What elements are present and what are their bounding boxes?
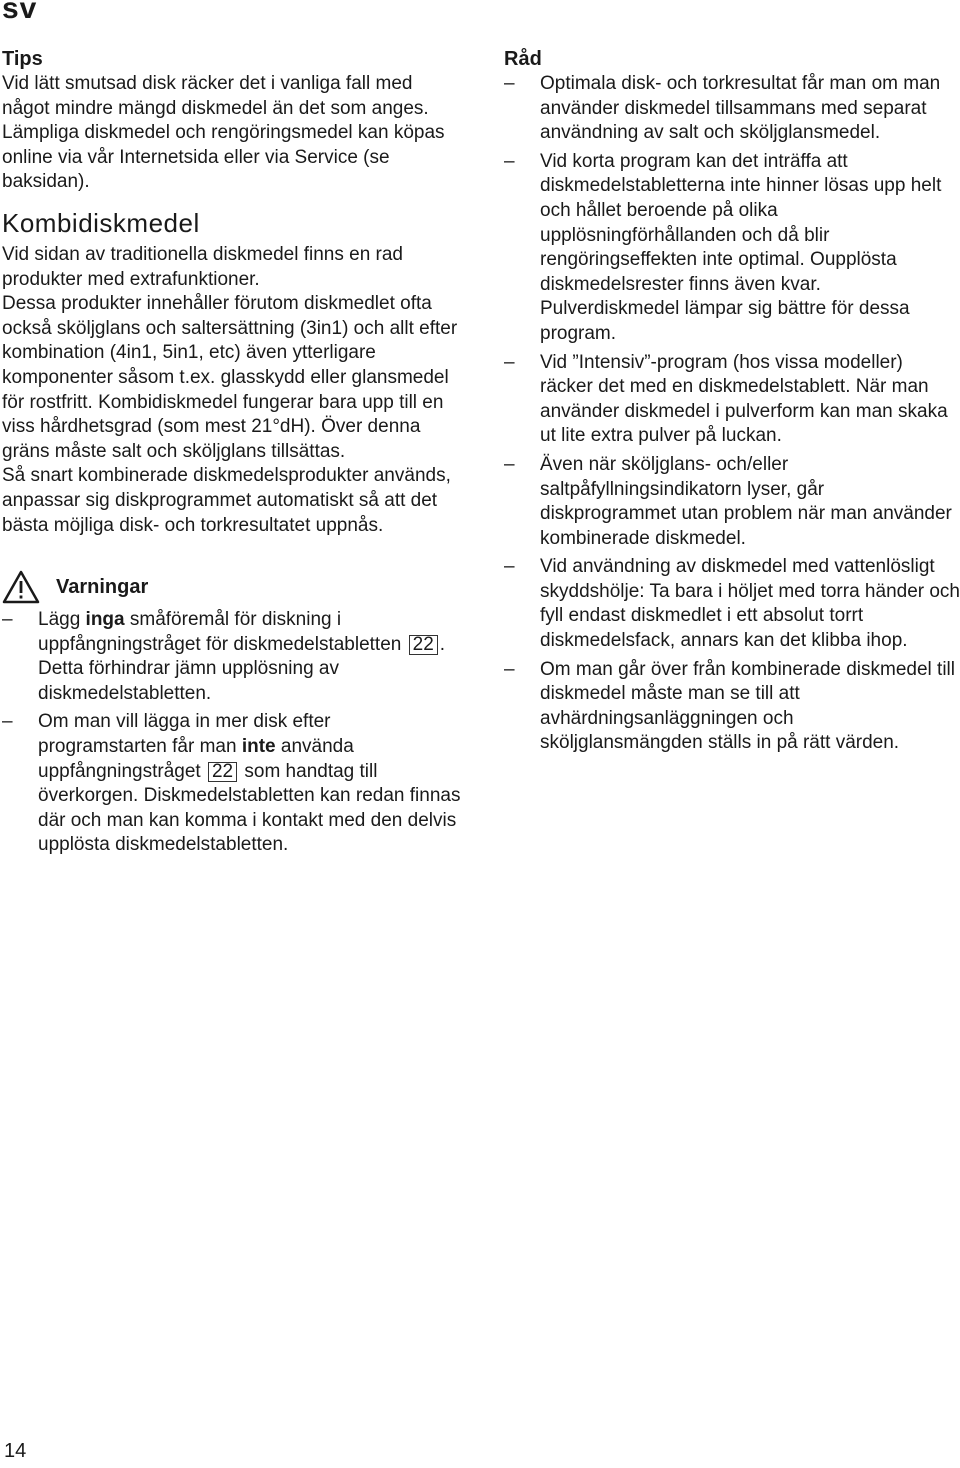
part-reference-box: 22	[409, 635, 438, 655]
advice-heading: Råd	[504, 48, 542, 70]
warning-list	[2, 608, 462, 858]
warning-triangle-icon	[2, 570, 40, 604]
tips-paragraph-2: Lämpliga diskmedel och rengöringsmedel kan köpas online via vår Internetsida eller via Service (se baksidan).	[2, 122, 445, 193]
advice-item: – Om man går över från kombinerade diskmedel till diskmedel måste man se till att avhärdningsanläggningen och sköljglansmängden ställs in på rätt värden.	[504, 658, 960, 756]
page-number: 14	[4, 1440, 27, 1462]
warning-item: – Lägg inga småföremål för diskning i uppfångningstråget för diskmedelstabletten 22 . Detta förhindrar jämn upplösning av diskmedelstabletten.	[2, 608, 462, 706]
warning-header	[2, 570, 462, 604]
advice-item: – Vid användning av diskmedel med vattenlösligt skyddshölje: Ta bara i höljet med torra händer och fyll endast diskmedlet i ett absolut torrt diskmedelsfack, annars kan det klibba ihop.	[504, 555, 960, 653]
advice-item: – Vid korta program kan det inträffa att diskmedelstabletterna inte hinner lösas upp helt och hållet beroende på olika upplösningförhållanden och då blir rengöringseffekten inte optimal. Oupplösta diskmedelsrester finns även kvar. Pulverdiskmedel lämpar sig bättre för dessa program.	[504, 150, 960, 347]
warning-heading: Varningar	[56, 575, 149, 598]
kombi-heading: Kombidiskmedel	[2, 207, 200, 238]
advice-item: – Optimala disk- och torkresultat får man om man använder diskmedel tillsammans med separat användning av salt och sköljglansmedel.	[504, 72, 960, 146]
warning-item: – Om man vill lägga in mer disk efter programstarten får man inte använda uppfångningstråget 22 som handtag till överkorgen. Diskmedelstabletten kan redan finnas där och man kan komma i kontakt med den delvis upplösta diskmedelstabletten.	[2, 710, 462, 858]
language-code: sv	[2, 0, 38, 25]
advice-item: – Vid ”Intensiv”-program (hos vissa modeller) räcker det med en diskmedelstablett. När man använder diskmedel i pulverform kan man skaka ut lite extra pulver på luckan.	[504, 351, 960, 449]
kombi-paragraph-3: Så snart kombinerade diskmedelsprodukter används, anpassar sig diskprogrammet automatiskt så att det bästa möjliga disk- och torkresultatet uppnås.	[2, 465, 451, 536]
kombi-paragraph-2: Dessa produkter innehåller förutom diskmedlet ofta också sköljglans och saltersättning (3in1) och allt efter kombination (4in1, 5in1, etc) även ytterligare komponenter såsom t.ex. glasskydd eller glansmedel för rostfritt. Kombidiskmedel fungerar bara upp till en viss hårdhetsgrad (som mest 21°dH). Över denna gräns måste salt och sköljglans tillsättas.	[2, 293, 458, 462]
tips-paragraph: Vid lätt smutsad disk räcker det i vanliga fall med något mindre mängd diskmedel än det som anges.	[2, 73, 429, 119]
left-column	[2, 46, 462, 862]
right-column	[504, 46, 960, 760]
advice-list	[504, 72, 960, 756]
tips-heading: Tips	[2, 48, 43, 70]
kombi-paragraph-1: Vid sidan av traditionella diskmedel finns en rad produkter med extrafunktioner.	[2, 243, 403, 290]
advice-item: – Även när sköljglans- och/eller saltpåfyllningsindikatorn lyser, går diskprogrammet utan problem när man använder kombinerade diskmedel.	[504, 453, 960, 551]
part-reference-box: 22	[208, 762, 237, 782]
